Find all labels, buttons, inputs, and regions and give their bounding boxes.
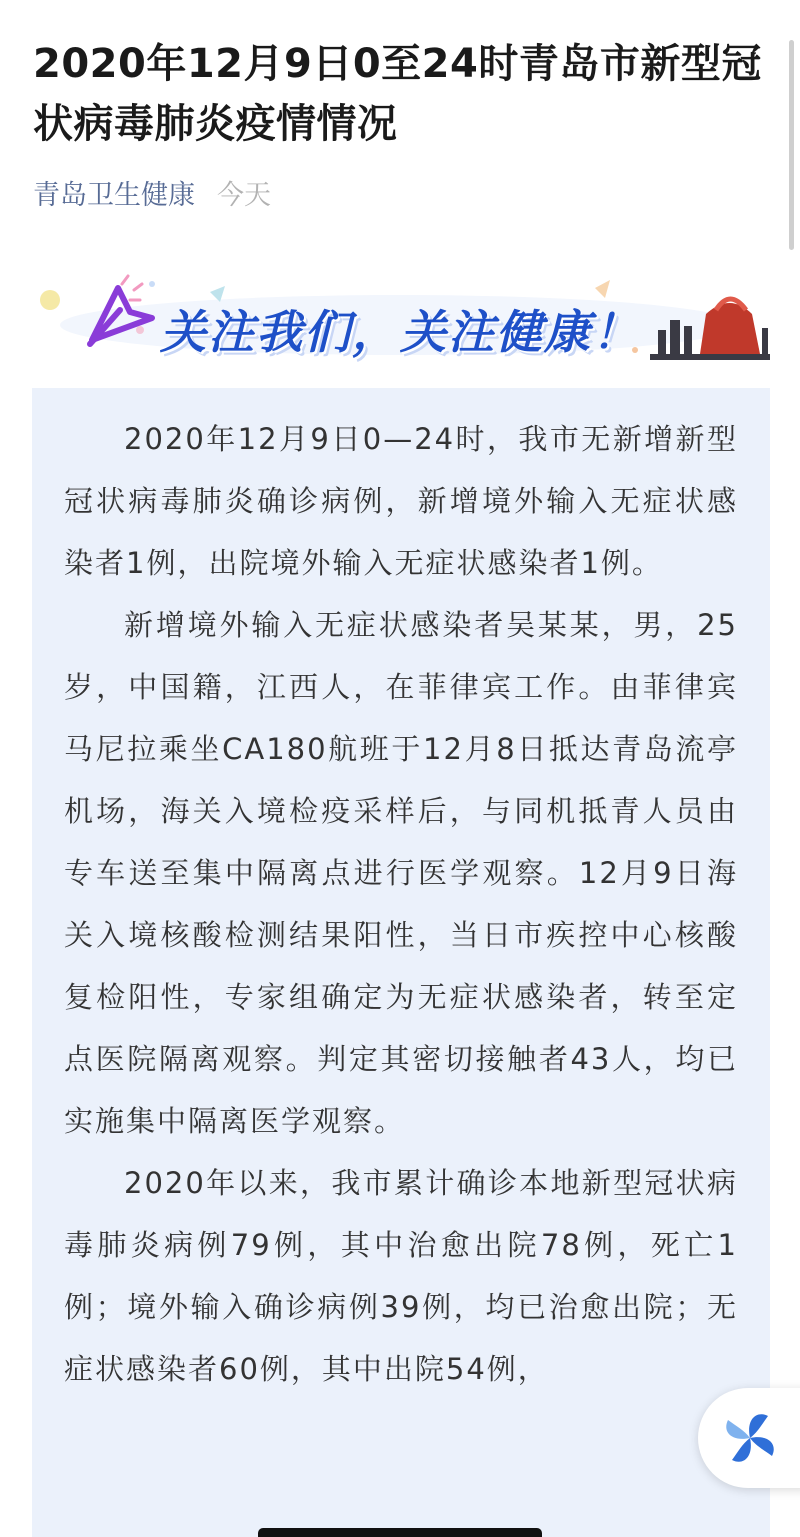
banner-slogan: 关注我们，关注健康！ bbox=[160, 305, 640, 359]
scroll-indicator bbox=[789, 40, 794, 250]
paragraph-new-case: 新增境外输入无症状感染者吴某某，男，25岁，中国籍，江西人，在菲律宾工作。由菲律宾马尼拉乘坐CA180航班于12月8日抵达青岛流亭机场，海关入境检疫采样后，与同机抵青人员由专车送至集中隔离点进行医学观察。12月9日海关入境核酸检测结果阳性，当日市疾控中心核酸复检阳性，专家组确定为无症状感染者，转至定点医院隔离观察。判定其密切接触者43人，均已实施集中隔离医学观察。 bbox=[64, 608, 738, 1138]
paragraph-cumulative: 2020年以来，我市累计确诊本地新型冠状病毒肺炎病例79例，其中治愈出院78例，死亡1例；境外输入确诊病例39例，均已治愈出院；无症状感染者60例，其中出院54例， bbox=[64, 1166, 738, 1386]
account-name-link[interactable]: 青岛卫生健康 bbox=[33, 180, 195, 211]
publish-date: 今天 bbox=[217, 180, 271, 211]
follow-banner bbox=[30, 270, 770, 370]
pinwheel-icon bbox=[698, 1388, 800, 1488]
article-title: 2020年12月9日0至24时青岛市新型冠状病毒肺炎疫情情况 bbox=[33, 41, 762, 147]
paragraph-summary: 2020年12月9日0—24时，我市无新增新型冠状病毒肺炎确诊病例，新增境外输入无症状感染者1例，出院境外输入无症状感染者1例。 bbox=[64, 422, 738, 580]
home-indicator[interactable] bbox=[258, 1528, 542, 1537]
article-meta bbox=[33, 176, 271, 216]
dot-decoration bbox=[40, 290, 60, 310]
floating-action-button[interactable] bbox=[698, 1388, 800, 1488]
article-content bbox=[32, 388, 770, 1537]
